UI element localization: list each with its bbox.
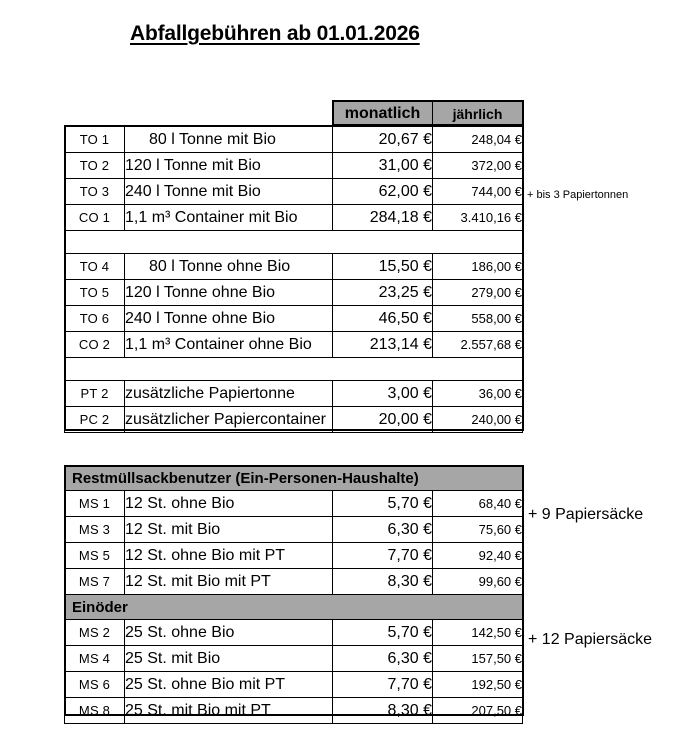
waste-fee-table bbox=[64, 100, 523, 433]
row-monthly-price: 5,70 € bbox=[333, 491, 433, 517]
table-spacer-cell bbox=[65, 358, 523, 381]
table-row bbox=[65, 646, 523, 672]
row-yearly-price: 192,50 € bbox=[433, 672, 523, 698]
row-monthly-price: 62,00 € bbox=[333, 179, 433, 205]
row-monthly-price: 15,50 € bbox=[333, 254, 433, 280]
row-yearly-price: 248,04 € bbox=[433, 127, 523, 153]
table-row bbox=[65, 127, 523, 153]
row-code: PT 2 bbox=[65, 381, 125, 407]
row-description: 1,1 m³ Container mit Bio bbox=[125, 205, 333, 231]
row-code: TO 2 bbox=[65, 153, 125, 179]
note-paper-sacks-9: + 9 Papiersäcke bbox=[528, 506, 644, 523]
page-title: Abfallgebühren ab 01.01.2026 bbox=[130, 22, 420, 45]
row-yearly-price: 3.410,16 € bbox=[433, 205, 523, 231]
row-code: MS 5 bbox=[65, 543, 125, 569]
table-spacer-row bbox=[65, 231, 523, 254]
row-yearly-price: 240,00 € bbox=[433, 407, 523, 433]
row-monthly-price: 7,70 € bbox=[333, 543, 433, 569]
row-monthly-price: 284,18 € bbox=[333, 205, 433, 231]
table-row bbox=[65, 280, 523, 306]
row-description: 120 l Tonne ohne Bio bbox=[125, 280, 333, 306]
section-header-row bbox=[65, 466, 523, 491]
row-yearly-price: 142,50 € bbox=[433, 620, 523, 646]
table-header-row bbox=[65, 101, 523, 127]
row-code: MS 6 bbox=[65, 672, 125, 698]
row-yearly-price: 744,00 € bbox=[433, 179, 523, 205]
table-row bbox=[65, 179, 523, 205]
row-yearly-price: 36,00 € bbox=[433, 381, 523, 407]
header-spacer-code bbox=[65, 101, 125, 127]
row-code: MS 3 bbox=[65, 517, 125, 543]
table-row bbox=[65, 569, 523, 595]
row-code: MS 1 bbox=[65, 491, 125, 517]
row-monthly-price: 23,25 € bbox=[333, 280, 433, 306]
table-row bbox=[65, 153, 523, 179]
table-spacer-cell bbox=[65, 231, 523, 254]
row-description: 12 St. ohne Bio mit PT bbox=[125, 543, 333, 569]
table-row bbox=[65, 620, 523, 646]
row-yearly-price: 99,60 € bbox=[433, 569, 523, 595]
row-description: 25 St. ohne Bio bbox=[125, 620, 333, 646]
table-row bbox=[65, 698, 523, 724]
row-code: MS 2 bbox=[65, 620, 125, 646]
section-title: Restmüllsackbenutzer (Ein-Personen-Haushalte) bbox=[65, 466, 523, 491]
row-code: MS 4 bbox=[65, 646, 125, 672]
row-monthly-price: 6,30 € bbox=[333, 646, 433, 672]
header-spacer-desc bbox=[125, 101, 333, 127]
row-code: TO 6 bbox=[65, 306, 125, 332]
row-code: TO 5 bbox=[65, 280, 125, 306]
table-row bbox=[65, 381, 523, 407]
table-row bbox=[65, 205, 523, 231]
row-yearly-price: 186,00 € bbox=[433, 254, 523, 280]
section-title: Einöder bbox=[65, 595, 523, 620]
row-description: 12 St. ohne Bio bbox=[125, 491, 333, 517]
row-monthly-price: 7,70 € bbox=[333, 672, 433, 698]
table-spacer-row bbox=[65, 358, 523, 381]
row-description: 25 St. mit Bio mit PT bbox=[125, 698, 333, 724]
row-description: 240 l Tonne ohne Bio bbox=[125, 306, 333, 332]
row-monthly-price: 8,30 € bbox=[333, 569, 433, 595]
row-description: 25 St. mit Bio bbox=[125, 646, 333, 672]
row-monthly-price: 5,70 € bbox=[333, 620, 433, 646]
row-description: 12 St. mit Bio bbox=[125, 517, 333, 543]
section-header-row bbox=[65, 595, 523, 620]
row-description: 240 l Tonne mit Bio bbox=[125, 179, 333, 205]
row-monthly-price: 213,14 € bbox=[333, 332, 433, 358]
row-yearly-price: 75,60 € bbox=[433, 517, 523, 543]
row-description: 25 St. ohne Bio mit PT bbox=[125, 672, 333, 698]
table-row bbox=[65, 491, 523, 517]
row-description: 80 l Tonne mit Bio bbox=[125, 127, 333, 153]
row-code: TO 3 bbox=[65, 179, 125, 205]
row-monthly-price: 6,30 € bbox=[333, 517, 433, 543]
row-code: TO 4 bbox=[65, 254, 125, 280]
row-monthly-price: 46,50 € bbox=[333, 306, 433, 332]
row-code: MS 7 bbox=[65, 569, 125, 595]
row-yearly-price: 2.557,68 € bbox=[433, 332, 523, 358]
column-header-yearly: jährlich bbox=[433, 101, 523, 127]
table-row bbox=[65, 254, 523, 280]
row-description: 80 l Tonne ohne Bio bbox=[125, 254, 333, 280]
table-row bbox=[65, 306, 523, 332]
row-description: 12 St. mit Bio mit PT bbox=[125, 569, 333, 595]
note-paper-sacks-12: + 12 Papiersäcke bbox=[528, 631, 653, 648]
row-yearly-price: 68,40 € bbox=[433, 491, 523, 517]
row-code: CO 1 bbox=[65, 205, 125, 231]
table-row bbox=[65, 332, 523, 358]
row-description: zusätzlicher Papiercontainer bbox=[125, 407, 333, 433]
row-monthly-price: 31,00 € bbox=[333, 153, 433, 179]
row-monthly-price: 3,00 € bbox=[333, 381, 433, 407]
row-code: MS 8 bbox=[65, 698, 125, 724]
row-code: PC 2 bbox=[65, 407, 125, 433]
row-monthly-price: 20,67 € bbox=[333, 127, 433, 153]
row-yearly-price: 157,50 € bbox=[433, 646, 523, 672]
row-monthly-price: 20,00 € bbox=[333, 407, 433, 433]
row-yearly-price: 279,00 € bbox=[433, 280, 523, 306]
row-description: 1,1 m³ Container ohne Bio bbox=[125, 332, 333, 358]
row-monthly-price: 8,30 € bbox=[333, 698, 433, 724]
waste-sack-table bbox=[64, 465, 523, 724]
row-description: zusätzliche Papiertonne bbox=[125, 381, 333, 407]
table-row bbox=[65, 517, 523, 543]
note-paper-bins: + bis 3 Papiertonnen bbox=[527, 189, 629, 201]
row-yearly-price: 372,00 € bbox=[433, 153, 523, 179]
row-yearly-price: 92,40 € bbox=[433, 543, 523, 569]
row-yearly-price: 558,00 € bbox=[433, 306, 523, 332]
row-description: 120 l Tonne mit Bio bbox=[125, 153, 333, 179]
table-row bbox=[65, 407, 523, 433]
table-row bbox=[65, 543, 523, 569]
column-header-monthly: monatlich bbox=[333, 101, 433, 127]
row-code: CO 2 bbox=[65, 332, 125, 358]
row-code: TO 1 bbox=[65, 127, 125, 153]
table-row bbox=[65, 672, 523, 698]
row-yearly-price: 207,50 € bbox=[433, 698, 523, 724]
